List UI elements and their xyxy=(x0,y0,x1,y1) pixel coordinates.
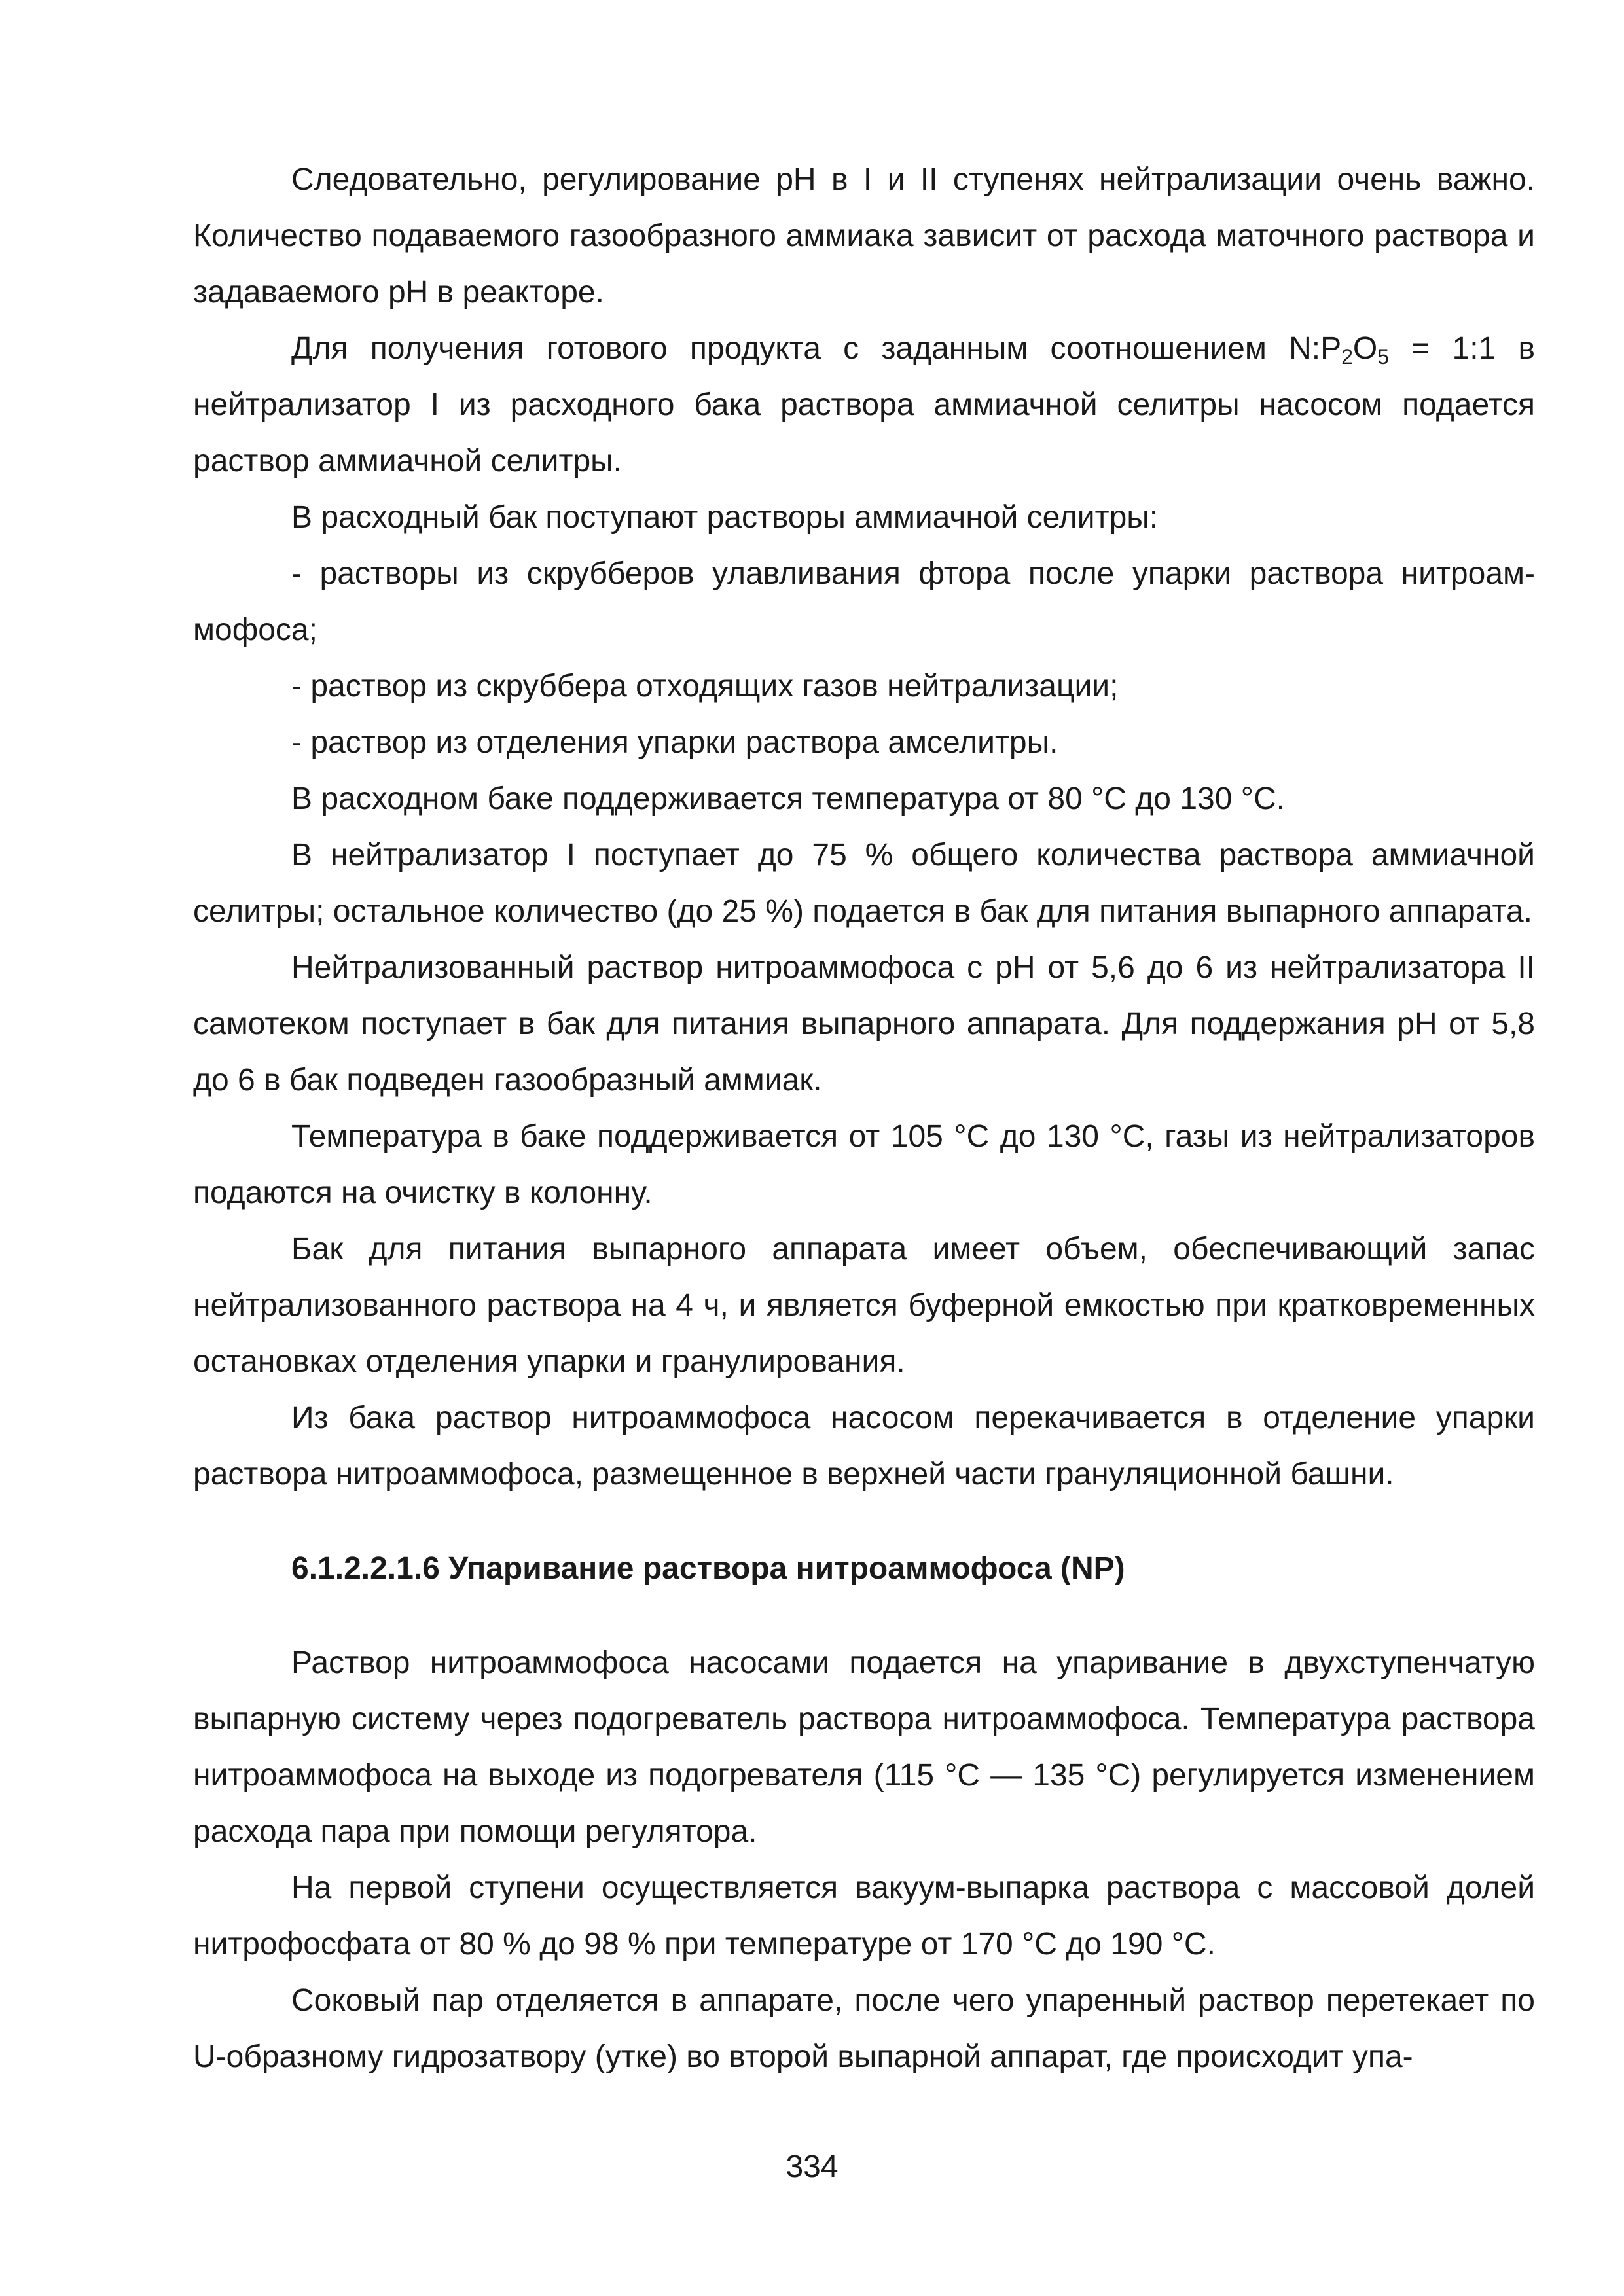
document-page xyxy=(193,152,1535,2085)
formula-subscript-p: 2 xyxy=(1341,345,1353,368)
formula-text-oxygen: O xyxy=(1352,331,1378,366)
paragraph: В расходный бак поступают растворы аммиачной селитры: xyxy=(291,500,1159,535)
paragraph: Соковый пар отделяется в аппарате, после чего упаренный раствор перетекает по U-образному гидрозатвору (утке) во второй выпарной аппарат, где происходит упа- xyxy=(193,1983,1535,2074)
page-number: 334 xyxy=(785,2149,839,2184)
list-item: - раствор из отделения упарки раствора амселитры. xyxy=(291,725,1058,760)
formula-text-before: Для получения готового продукта с заданным соотношением N:P xyxy=(291,331,1342,366)
formula-subscript-o: 5 xyxy=(1377,345,1390,368)
paragraph: Нейтрализованный раствор нитроаммофоса с pH от 5,6 до 6 из нейтрализатора II самотеком поступает в бак для питания выпарного аппарата. Для поддержания pH от 5,8 до 6 в бак подведен газообразный аммиак. xyxy=(193,950,1535,1098)
paragraph: Бак для питания выпарного аппарата имеет объем, обеспечивающий запас нейтрализованного раствора на 4 ч, и является буферной емкостью при кратковременных остановках отделения упарки и гранулирования. xyxy=(193,1232,1535,1379)
paragraph: Следовательно, регулирование pH в I и II ступенях нейтрализации очень важно. Количество подаваемого газообразного аммиака зависит от расхода маточного раствора и задаваемого pH в реакторе. xyxy=(193,162,1535,310)
list-item: - растворы из скрубберов улавливания фтора после упарки раствора нитроаммофоса; xyxy=(193,556,1535,647)
paragraph: В нейтрализатор I поступает до 75 % общего количества раствора аммиачной селитры; остальное количество (до 25 %) подается в бак для питания выпарного аппарата. xyxy=(193,838,1535,929)
paragraph: В расходном баке поддерживается температура от 80 °C до 130 °C. xyxy=(291,781,1285,816)
list-item: - раствор из скруббера отходящих газов нейтрализации; xyxy=(291,669,1119,704)
section-heading: 6.1.2.2.1.6 Упаривание раствора нитроаммофоса (NP) xyxy=(291,1551,1125,1586)
paragraph: Температура в баке поддерживается от 105 °C до 130 °C, газы из нейтрализаторов подаются на очистку в колонну. xyxy=(193,1119,1536,1210)
formula-text-after: = 1:1 в нейтрализатор I из расходного бака раствора аммиачной селитры насосом подается раствор аммиачной селитры. xyxy=(193,331,1535,478)
ratio-paragraph xyxy=(193,321,1535,490)
paragraph: На первой ступени осуществляется вакуум-выпарка раствора с массовой долей нитрофосфата от 80 % до 98 % при температуре от 170 °C до 190 °C. xyxy=(193,1871,1535,1962)
paragraph: Из бака раствор нитроаммофоса насосом перекачивается в отделение упарки раствора нитроаммофоса, размещенное в верхней части грануляционной башни. xyxy=(193,1401,1535,1492)
paragraph: Раствор нитроаммофоса насосами подается на упаривание в двухступенчатую выпарную систему через подогреватель раствора нитроаммофоса. Температура раствора нитроаммофоса на выходе из подогревателя (115 °C — 135 °C) регулируется изменением расхода пара при помощи регулятора. xyxy=(193,1645,1535,1849)
